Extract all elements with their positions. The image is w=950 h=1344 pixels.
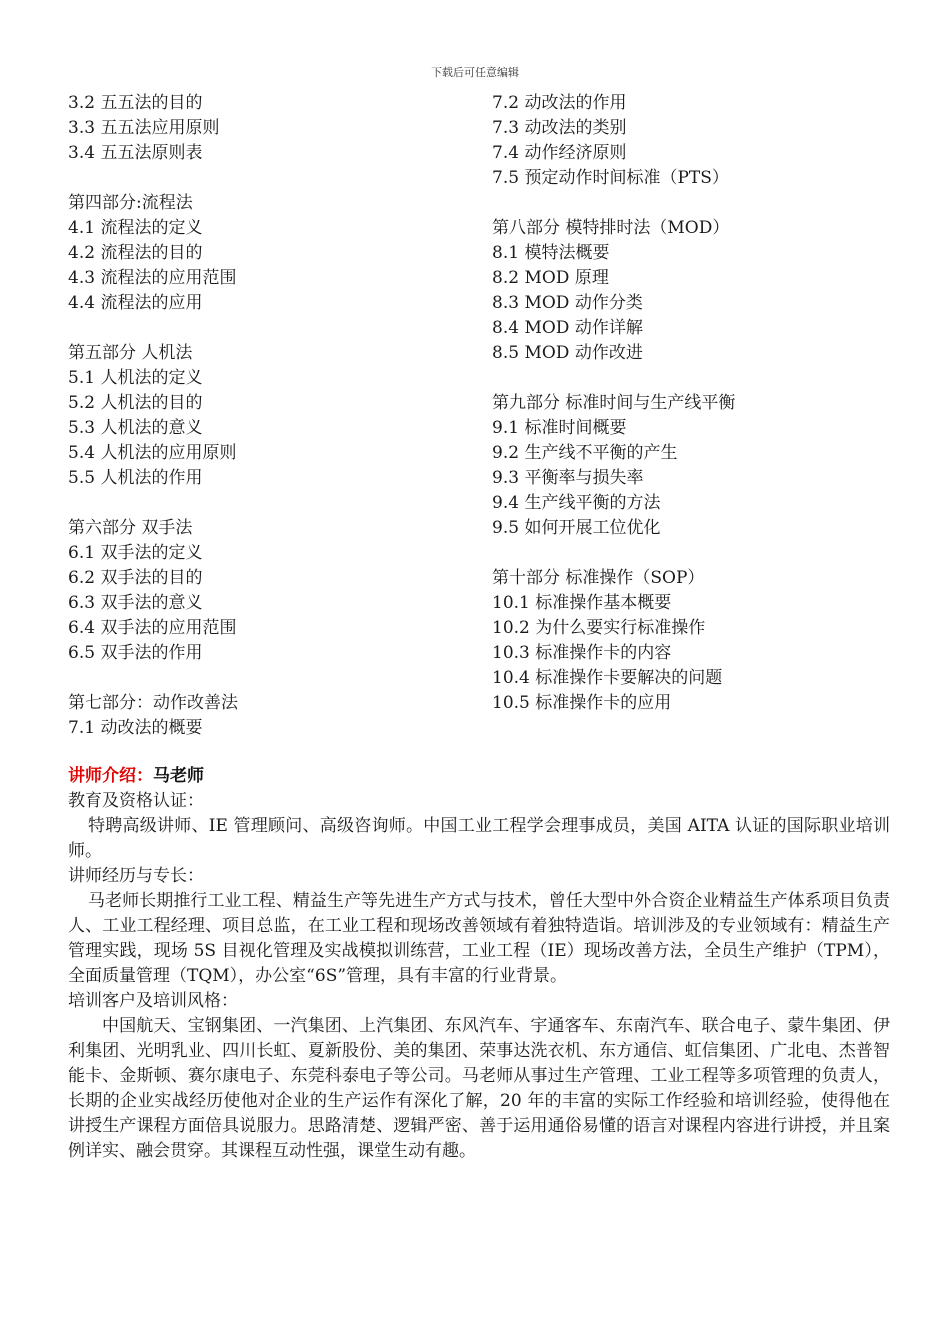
toc-item: 10.4 标准操作卡要解决的问题 (492, 668, 723, 688)
toc-item: 9.5 如何开展工位优化 (492, 518, 661, 538)
toc-item: 8.5 MOD 动作改进 (492, 343, 643, 363)
toc-section-heading: 第六部分 双手法 (68, 518, 193, 538)
experience-heading: 讲师经历与专长： (68, 866, 204, 886)
toc-item: 4.2 流程法的目的 (68, 243, 203, 263)
toc-item: 4.3 流程法的应用范围 (68, 268, 237, 288)
toc-item: 6.3 双手法的意义 (68, 593, 203, 613)
toc-item: 10.2 为什么要实行标准操作 (492, 618, 706, 638)
toc-item: 5.5 人机法的作用 (68, 468, 203, 488)
clients-text: 中国航天、宝钢集团、一汽集团、上汽集团、东风汽车、宇通客车、东南汽车、联合电子、蒙牛集团、伊利集团、光明乳业、四川长虹、夏新股份、美的集团、荣事达洗衣机、东方通信、虹信集团、广北电、杰普智能卡、金斯顿、赛尔康电子、东莞科泰电子等公司。马老师从事过生产管理、工业工程等多项管理的负责人，长期的企业实战经历使他对企业的生产运作有深化了解，20 年的丰富的实际工作经验和培训经验，使得他在讲授生产课程方面倍具说服力。思路清楚、逻辑严密、善于运用通俗易懂的语言对课程内容进行讲授，并且案例详实、融会贯穿。其课程互动性强，课堂生动有趣。 (68, 1016, 890, 1161)
toc-item: 5.2 人机法的目的 (68, 393, 203, 413)
toc-item: 5.3 人机法的意义 (68, 418, 203, 438)
toc-section-heading: 第四部分:流程法 (68, 193, 193, 213)
toc-item: 9.4 生产线平衡的方法 (492, 493, 661, 513)
toc-item: 4.4 流程法的应用 (68, 293, 203, 313)
toc-item: 6.2 双手法的目的 (68, 568, 203, 588)
bio-title (68, 764, 890, 789)
toc-item: 7.1 动改法的概要 (68, 718, 203, 738)
toc-item: 7.4 动作经济原则 (492, 143, 627, 163)
toc-item: 3.3 五五法应用原则 (68, 118, 220, 138)
toc-item: 10.1 标准操作基本概要 (492, 593, 672, 613)
toc-right-column (492, 91, 912, 716)
toc-item: 9.2 生产线不平衡的产生 (492, 443, 678, 463)
toc-item: 9.3 平衡率与损失率 (492, 468, 644, 488)
toc-item: 5.1 人机法的定义 (68, 368, 203, 388)
toc-item: 5.4 人机法的应用原则 (68, 443, 237, 463)
toc-item: 4.1 流程法的定义 (68, 218, 203, 238)
toc-left-column (68, 91, 468, 741)
toc-section-heading: 第八部分 模特排时法（MOD） (492, 218, 730, 238)
toc-section-heading: 第九部分 标准时间与生产线平衡 (492, 393, 736, 413)
toc-section-heading: 第五部分 人机法 (68, 343, 193, 363)
experience-text: 马老师长期推行工业工程、精益生产等先进生产方式与技术，曾任大型中外合资企业精益生产体系项目负责人、工业工程经理、项目总监，在工业工程和现场改善领域有着独特造诣。培训涉及的专业领域有：精益生产管理实践，现场 5S 目视化管理及实战模拟训练营，工业工程（IE）现场改善方法，全员生产维护（TPM），全面质量管理（TQM），办公室“6S”管理，具有丰富的行业背景。 (68, 891, 890, 986)
toc-item: 8.3 MOD 动作分类 (492, 293, 643, 313)
toc-item: 10.3 标准操作卡的内容 (492, 643, 672, 663)
toc-item: 8.1 模特法概要 (492, 243, 610, 263)
clients-heading: 培训客户及培训风格： (68, 991, 238, 1011)
toc-section-heading: 第十部分 标准操作（SOP） (492, 568, 705, 588)
page-header: 下载后可任意编辑 (431, 66, 519, 79)
toc-item: 3.2 五五法的目的 (68, 93, 203, 113)
toc-item: 6.5 双手法的作用 (68, 643, 203, 663)
toc-item: 3.4 五五法原则表 (68, 143, 203, 163)
toc-item: 7.2 动改法的作用 (492, 93, 627, 113)
toc-item: 10.5 标准操作卡的应用 (492, 693, 672, 713)
toc-item: 6.4 双手法的应用范围 (68, 618, 237, 638)
education-text: 特聘高级讲师、IE 管理顾问、高级咨询师。中国工业工程学会理事成员，美国 AITA 认证的国际职业培训师。 (68, 816, 890, 861)
bio-label: 讲师介绍： (68, 766, 153, 786)
toc-item: 6.1 双手法的定义 (68, 543, 203, 563)
education-heading: 教育及资格认证： (68, 791, 204, 811)
toc-section-heading: 第七部分：动作改善法 (68, 693, 238, 713)
toc-item: 7.3 动改法的类别 (492, 118, 627, 138)
instructor-name: 马老师 (153, 766, 204, 786)
instructor-bio (68, 764, 890, 1164)
toc-item: 8.4 MOD 动作详解 (492, 318, 643, 338)
toc-item: 9.1 标准时间概要 (492, 418, 627, 438)
toc-item: 8.2 MOD 原理 (492, 268, 609, 288)
toc-item: 7.5 预定动作时间标准（PTS） (492, 168, 729, 188)
